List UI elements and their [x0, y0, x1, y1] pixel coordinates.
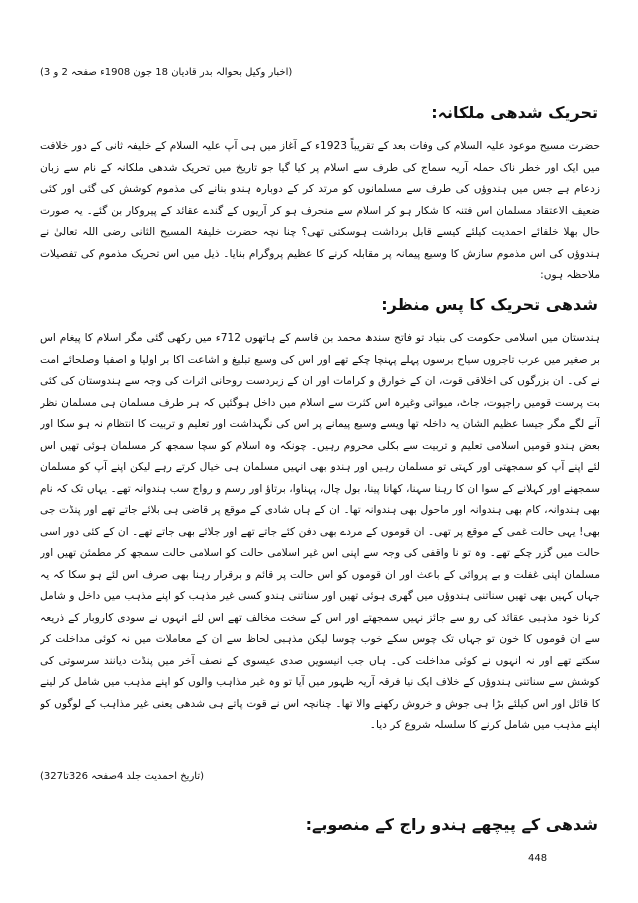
section-heading-background: شدھی تحریک کا پس منظر:: [381, 295, 598, 314]
page-number: 448: [528, 853, 548, 864]
top-citation: (اخبار وکیل بحوالہ بدر قادیان 18 جون 1908ء صفحہ 2 و 3): [40, 67, 293, 78]
section-heading-hindu-raj-plans: شدھی کے پیچھے ہندو راج کے منصوبے:: [305, 815, 598, 834]
section-paragraph-background: ہندستان میں اسلامی حکومت کی بنیاد تو فاتح سندھ محمد بن قاسم کے ہاتھوں 712ء میں رکھی گئی مگر اسلام کا پیغام اس بر صغیر میں عرب تاجروں سیاح برسوں پہلے پہنچا چکے تھے اور اس کی وسیع تبلیغ و اشاعت اکا بر اولیا و اصفیا وصلحائے امت نے کی۔ ان بزرگوں کی اخلاقی قوت، ان کے خوارق و کرامات اور ان کے زبردست روحانی اثرات کی وجہ سے ہندوستان کی کئی بت پرست قومیں راجپوت، جاٹ، میواتی وغیرہ اس کثرت سے اسلام میں داخل ہوگئیں کہ ہر طرف مسلمان ہی مسلمان نظر آنے لگے مگر جیسا عظیم الشان یہ داخلہ تھا ویسے وسیع پیمانے پر اس کی نگہداشت اور تعلیم و تربیت کا انتظام نہ ہو سکا اور بعض ہندو قومیں اسلامی تعلیم و تربیت سے بکلی محروم رہیں۔ چونکہ وہ اسلام کو سچا سمجھ کر مسلمان ہوئی تھیں اس لئے اپنے آپ کو سمجھتی اور کہتی تو مسلمان رہیں اور ہندو بھی انہیں مسلمان ہی خیال کرتے رہے لیکن اپنے آپ کو مسلمان سمجھنے اور کہلانے کے سوا ان کا رہنا سہنا، کھانا پینا، بول چال، پہناوا، برتاؤ اور رسم و رواج سب ہندوانہ تھے۔ یہاں تک کہ نام بھی ہندوانہ، کام بھی ہندوانہ اور ماحول بھی ہندوانہ تھا۔ ان کے ہاں شادی کے موقع پر قاضی ہی بلائے جاتے تھے اور پنڈت جی بھی! یہی حالت غمی کے موقع پر تھی۔ ان قوموں کے مردے بھی دفن کئے جاتے تھے اور جلائے بھی جاتے تھے۔ ان کے کئی دور اسی حالت میں گزر چکے تھے۔ وہ تو نا واقفی کی وجہ سے اپنی اس غیر اسلامی حالت کو اسلامی حالت سمجھ کر مطمئن تھیں اور مسلمان اپنی غفلت و بے پروائی کے باعث اور ان قوموں کو اس حالت پر قائم و برقرار رہنا بھی صرف اس لئے ہو سکا کہ یہ جہاں کہیں بھی تھیں سناتنی ہندوؤں میں گھری ہوئی تھیں اور سناتنی ہندو کسی غیر مذہب کو اپنے مذہب میں داخل و شامل کرنا خود مذہبی عقائد کی رو سے جائز نہیں سمجھتے اور اس کے سخت مخالف تھے اس لئے انہوں نے سودی کاروبار کے ذریعہ سے ان قوموں کا خون تو جہاں تک چوس سکے خوب چوسا لیکن مذہبی لحاظ سے ان کے معاملات میں نہ کوئی مداخلت کر سکتے تھے اور نہ انہوں نے کوئی مداخلت کی۔ ہاں جب انیسویں صدی عیسوی کے نصف آخر میں پنڈت دیانند سرسوتی کی کوشش سے سناتنی ہندوؤں کے خلاف ایک نیا فرقہ آریہ ظہور میں آیا تو وہ غیر مذاہب والوں کو اپنے مذہب میں شامل کر لینے کا قائل اور اس کیلئے بڑا ہی جوش و خروش رکھنے والا تھا۔ چنانچہ اس نے قوت پاتے ہی شدھی یعنی غیر مذاہب کے لوگوں کو اپنے مذہب میں شامل کرنے کا سلسلہ شروع کر دیا۔: [40, 332, 600, 731]
section-heading-shuddhi-malkana: تحریک شدھی ملکانہ:: [431, 103, 598, 122]
bottom-citation: (تاریخ احمدیت جلد 4صفحہ 326تا327): [40, 771, 205, 782]
section-paragraph-shuddhi-malkana: حضرت مسیح موعود علیہ السلام کی وفات بعد کے تقریباً 1923ء کے آغاز میں ہی آپ علیہ السلام کے خلیفہ ثانی کے دور خلافت میں ایک اور خطر ناک حملہ آریہ سماج کی طرف سے اسلام پر کیا گیا جو تاریخ میں تحریک شدھی ملکانہ کے نام سے زبان زدعام ہے جس میں ہندوؤں کی طرف سے مسلمانوں کو مرتد کر کے دوبارہ ہندو بنانے کی مذموم کوشش کی گئی اور کئی ضعیف الاعتقاد مسلمان اس فتنہ کا شکار ہو کر اسلام سے منحرف ہو کر آریوں کے گندے عقائد کے پیروکار بن گئے۔ یہ صورت حال بھلا خلفائے احمدیت کیلئے کیسے قابل برداشت ہوسکتی تھی؟ چنا نچہ حضرت خلیفۃ المسیح الثانی رضی اللہ تعالیٰ نے ہندوؤں کی اس مذموم سازش کا وسیع پیمانہ پر مقابلہ کرنے کا عظیم پروگرام بنایا۔ ذیل میں اس تحریک مذموم کی تفصیلات ملاحظہ ہوں:: [40, 140, 600, 281]
